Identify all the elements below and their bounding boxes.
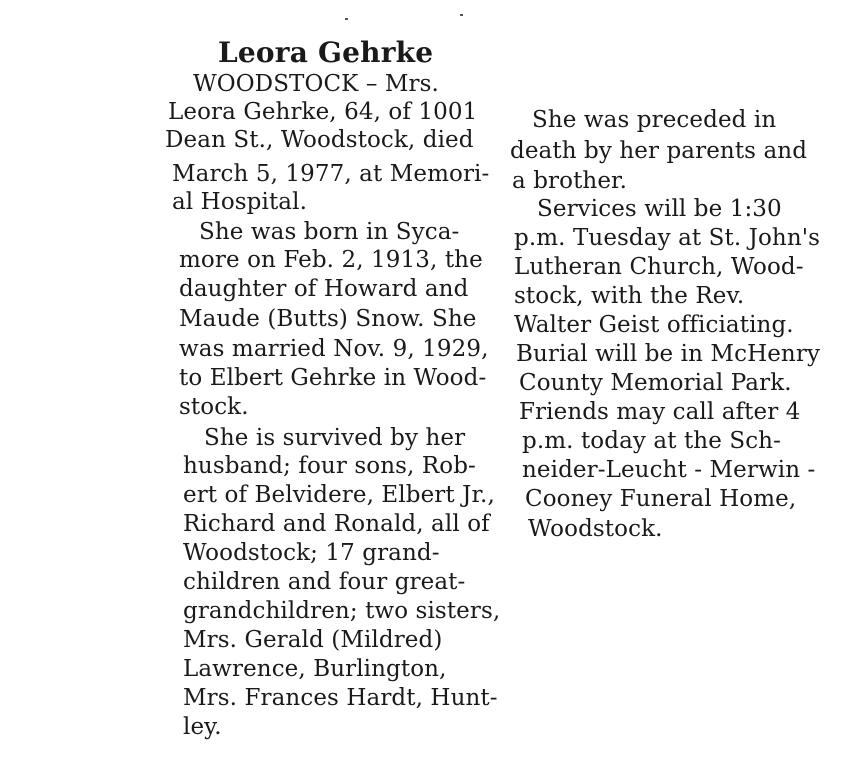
text-line: Mrs. Gerald (Mildred)	[183, 627, 443, 653]
text-line: p.m. Tuesday at St. John's	[514, 225, 821, 251]
text-line: al Hospital.	[172, 189, 307, 215]
text-line: Cooney Funeral Home,	[525, 486, 797, 512]
text-line: March 5, 1977, at Memori-	[172, 161, 490, 187]
text-line: grandchildren; two sisters,	[183, 598, 501, 624]
text-line: a brother.	[512, 168, 628, 194]
text-line: She is survived by her	[204, 425, 466, 451]
text-line: Mrs. Frances Hardt, Hunt-	[183, 685, 498, 711]
text-line: Richard and Ronald, all of	[183, 511, 490, 537]
text-line: County Memorial Park.	[519, 370, 792, 396]
text-line: children and four great-	[183, 569, 466, 595]
text-line: stock.	[179, 394, 249, 420]
text-line: more on Feb. 2, 1913, the	[179, 247, 483, 273]
text-line: Leora Gehrke, 64, of 1001	[168, 99, 478, 125]
text-line: Woodstock; 17 grand-	[183, 540, 440, 566]
text-line: ert of Belvidere, Elbert Jr.,	[183, 482, 495, 508]
text-line: Services will be 1:30	[537, 196, 782, 222]
text-line: neider-Leucht - Merwin -	[522, 457, 816, 483]
text-line: Maude (Butts) Snow. She	[179, 306, 477, 332]
text-line: Burial will be in McHenry	[516, 341, 821, 367]
text-line: stock, with the Rev.	[514, 283, 745, 309]
text-line: p.m. today at the Sch-	[522, 428, 781, 454]
print-speck	[460, 14, 463, 16]
obituary-headline: Leora Gehrke	[218, 36, 434, 69]
print-speck	[345, 18, 348, 20]
text-line: ley.	[183, 714, 222, 740]
text-line: Walter Geist officiating.	[514, 312, 794, 338]
text-line: She was preceded in	[532, 107, 777, 133]
text-line: Lutheran Church, Wood-	[514, 254, 804, 280]
text-line: daughter of Howard and	[179, 276, 469, 302]
text-line: She was born in Syca-	[199, 219, 460, 245]
text-line: Lawrence, Burlington,	[183, 656, 447, 682]
text-line: WOODSTOCK – Mrs.	[193, 71, 439, 97]
text-line: husband; four sons, Rob-	[183, 453, 476, 479]
text-line: was married Nov. 9, 1929,	[179, 336, 489, 362]
text-line: death by her parents and	[510, 138, 808, 164]
text-line: to Elbert Gehrke in Wood-	[179, 365, 487, 391]
text-line: Dean St., Woodstock, died	[165, 127, 474, 153]
text-line: Friends may call after 4	[519, 399, 801, 425]
text-line: Woodstock.	[528, 516, 663, 542]
